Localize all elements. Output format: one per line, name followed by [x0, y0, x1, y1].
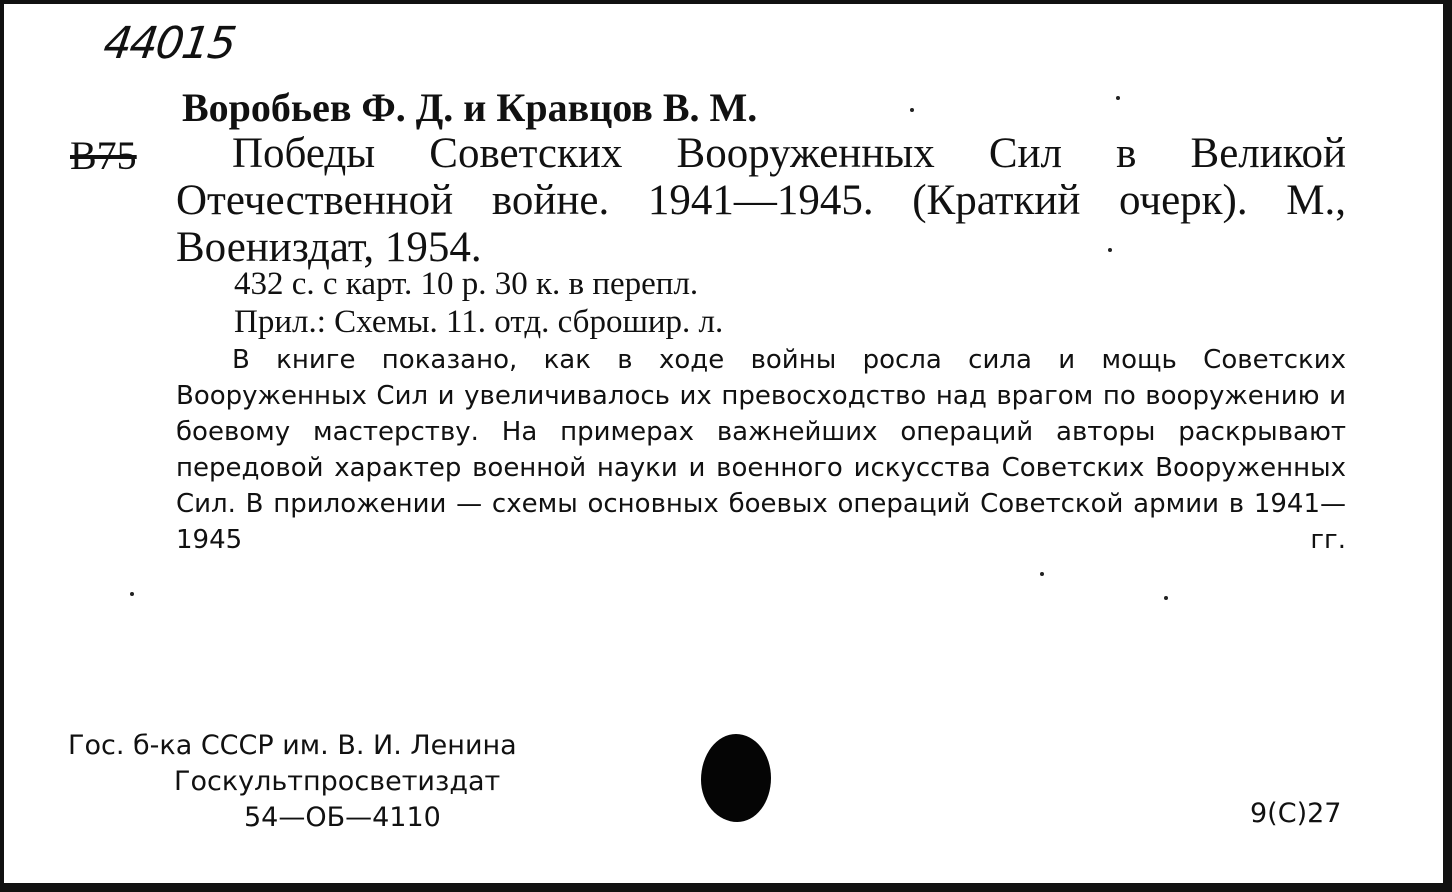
ink-speck — [1108, 248, 1112, 252]
ink-speck — [1164, 596, 1168, 600]
ink-speck — [130, 592, 134, 596]
ink-speck — [910, 108, 914, 112]
punch-hole — [701, 734, 771, 822]
collation-line: 432 с. с карт. 10 р. 30 к. в перепл. — [234, 266, 699, 302]
ink-speck — [1116, 96, 1120, 100]
annotation-text: В книге показано, как в ходе войны росла сила и мощь Советских Вооруженных Сил и увеличивалось их превосходство над врагом по вооружению и боевому мастерству. На примерах важнейших операций авторы раскрывают передовой характер военной науки и военного искусства Советских Вооруженных Сил. В приложении — схемы основных боевых операций Советской армии в 1941—1945 гг. — [176, 345, 1346, 555]
ink-speck — [1040, 572, 1044, 576]
book-title: Победы Советских Вооруженных Сил в Великой Отечественной войне. 1941—1945. (Краткий очерк). М., Воениздат, 1954. — [176, 130, 1346, 271]
handwritten-inventory-number: 44015 — [100, 18, 238, 69]
author-heading: Воробьев Ф. Д. и Кравцов В. М. — [182, 85, 758, 130]
library-name: Гос. б-ка СССР им. В. И. Ленина — [68, 730, 517, 761]
publisher-line: Госкультпросветиздат — [174, 766, 501, 797]
card-number: 54—ОБ—4110 — [244, 802, 441, 833]
appendix-line: Прил.: Схемы. 11. отд. сброшир. л. — [234, 304, 724, 340]
classification-code: 9(С)27 — [1250, 798, 1342, 829]
call-number: В75 — [70, 133, 137, 178]
